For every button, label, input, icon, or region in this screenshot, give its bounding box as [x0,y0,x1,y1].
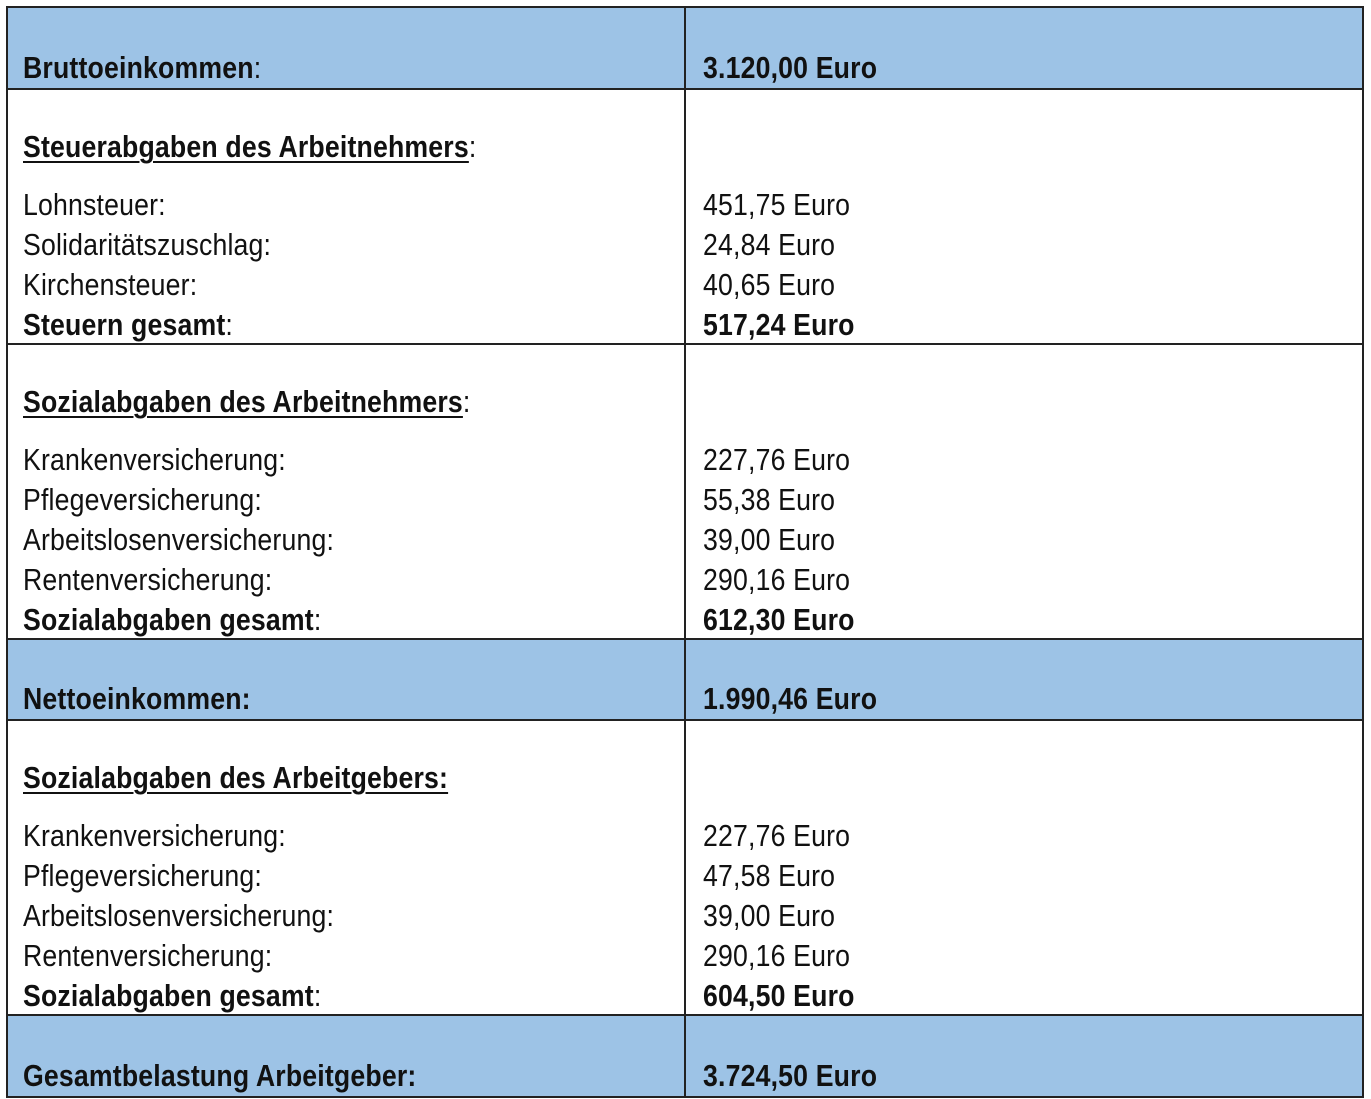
netto-value: 1.990,46 Euro [703,681,878,716]
sozial-an-total-value: 612,30 Euro [703,602,855,637]
column-divider [684,721,686,1014]
steuer-item-label: Lohnsteuer: [23,187,166,222]
sozial-ag-item-label: Krankenversicherung: [23,818,286,853]
brutto-value: 3.120,00 Euro [703,50,878,85]
sozial-an-total-label: Sozialabgaben gesamt: [23,602,322,637]
sozial-ag-item-value: 227,76 Euro [703,818,851,853]
sozial-ag-heading: Sozialabgaben des Arbeitgebers: [23,760,449,795]
steuer-total-label: Steuern gesamt: [23,307,234,342]
column-divider [684,1016,686,1096]
sozial-an-item-label: Arbeitslosenversicherung: [23,522,335,557]
netto-label: Nettoeinkommen: [23,681,251,716]
sozial-an-item-value: 227,76 Euro [703,442,851,477]
sozial-ag-item-label: Pflegeversicherung: [23,858,262,893]
netto-row [8,640,1362,721]
sozial-an-item-value: 55,38 Euro [703,482,836,517]
sozial-an-heading: Sozialabgaben des Arbeitnehmers: [23,384,471,419]
sozial-an-item-label: Krankenversicherung: [23,442,286,477]
salary-table [6,6,1364,1098]
sozial-an-section [8,345,1362,640]
sozial-ag-item-value: 47,58 Euro [703,858,836,893]
sozial-ag-total-value: 604,50 Euro [703,978,855,1013]
steuer-item-value: 451,75 Euro [703,187,851,222]
steuer-item-label: Solidaritätszuschlag: [23,227,272,262]
column-divider [684,345,686,638]
steuer-item-value: 24,84 Euro [703,227,836,262]
gesamt-row [8,1016,1362,1096]
brutto-row [8,8,1362,90]
sozial-an-item-label: Rentenversicherung: [23,562,273,597]
sozial-an-item-value: 290,16 Euro [703,562,851,597]
sozial-ag-total-label: Sozialabgaben gesamt: [23,978,322,1013]
steuer-item-value: 40,65 Euro [703,267,836,302]
sozial-ag-item-value: 39,00 Euro [703,898,836,933]
steuer-item-label: Kirchensteuer: [23,267,198,302]
sozial-an-item-label: Pflegeversicherung: [23,482,262,517]
gesamt-value: 3.724,50 Euro [703,1058,878,1093]
sozial-ag-item-label: Rentenversicherung: [23,938,273,973]
steuer-heading: Steuerabgaben des Arbeitnehmers: [23,129,477,164]
sozial-an-item-value: 39,00 Euro [703,522,836,557]
sozial-ag-section [8,721,1362,1016]
steuer-total-value: 517,24 Euro [703,307,855,342]
column-divider [684,8,686,88]
brutto-label: Bruttoeinkommen: [23,50,262,85]
gesamt-label: Gesamtbelastung Arbeitgeber: [23,1058,417,1093]
sozial-ag-item-value: 290,16 Euro [703,938,851,973]
steuer-section [8,90,1362,345]
column-divider [684,640,686,719]
column-divider [684,90,686,343]
sozial-ag-item-label: Arbeitslosenversicherung: [23,898,335,933]
